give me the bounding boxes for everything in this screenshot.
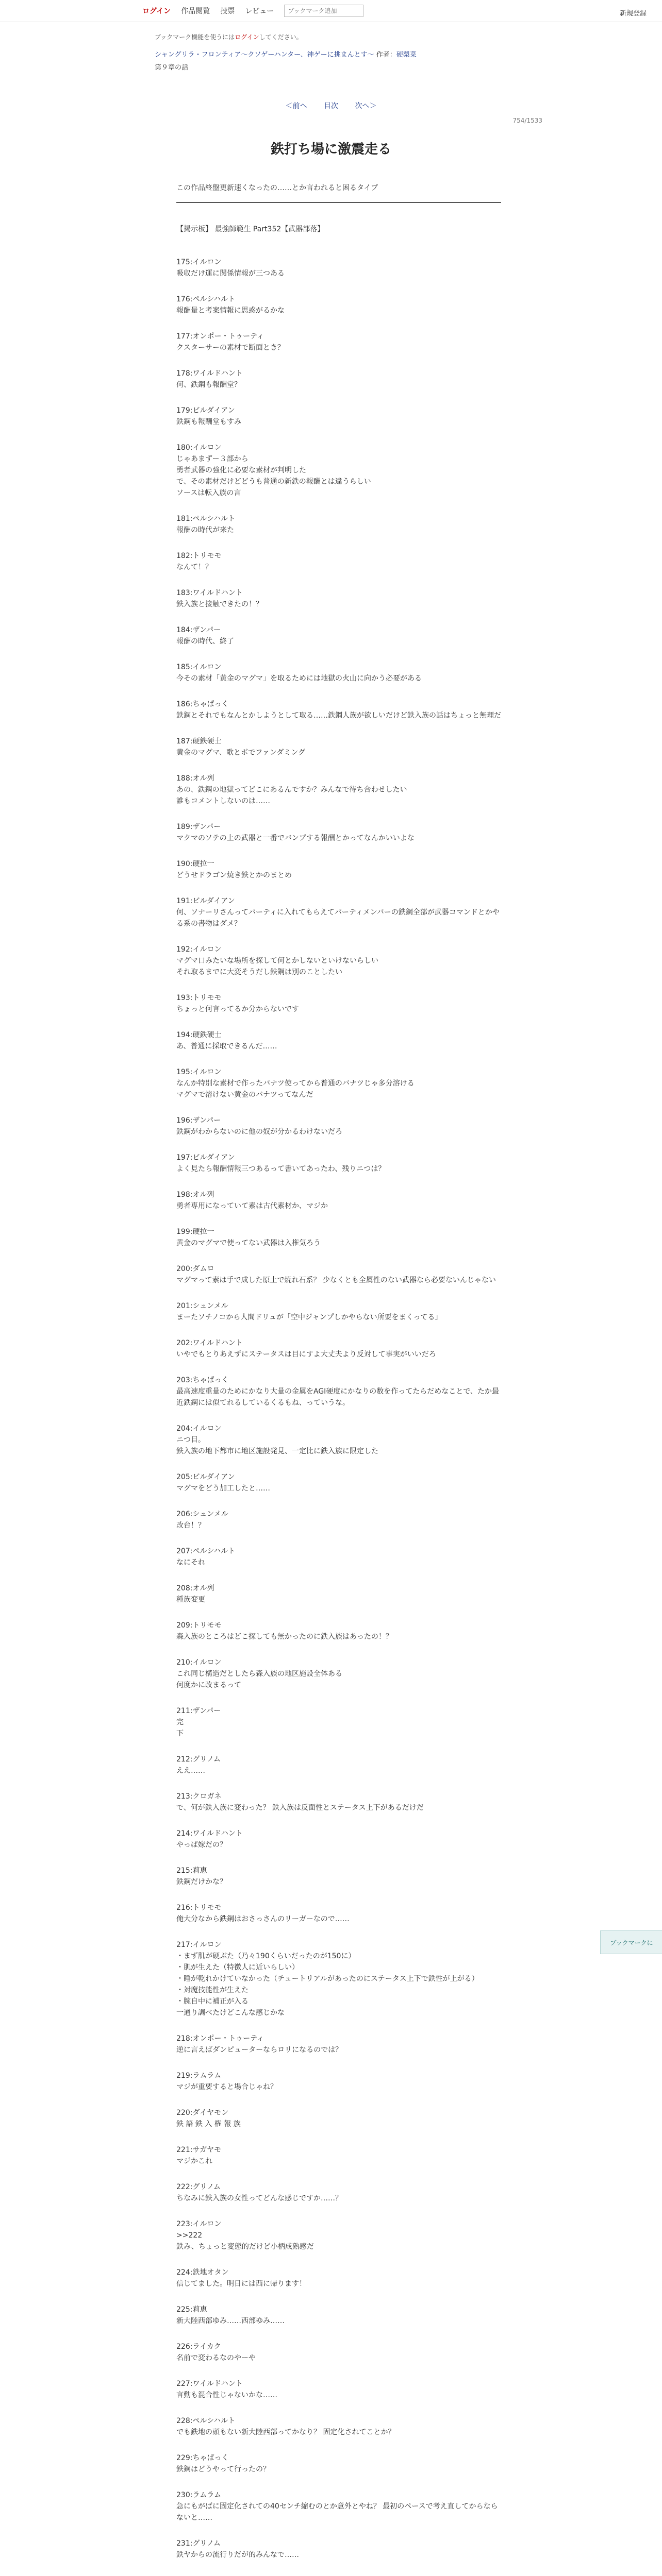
post-line: 鉄鋼はどうやって行ったの？ xyxy=(176,2465,270,2473)
series-title-link[interactable]: シャングリラ・フロンティア〜クソゲーハンター、神ゲーに挑まんとす〜 xyxy=(155,51,374,59)
post xyxy=(176,2144,501,2167)
post xyxy=(176,513,501,536)
post-line: 鉄入族と接触できたの！？ xyxy=(176,600,263,608)
post xyxy=(176,1620,501,1642)
post xyxy=(176,1226,501,1249)
post-author: 197:ビルダイアン xyxy=(176,1154,235,1162)
post-author: 194:硬鉄硬士 xyxy=(176,1031,222,1039)
nav-browse-link[interactable]: 作品閲覧 xyxy=(181,7,210,15)
post-line: ニつ目。 xyxy=(176,1436,205,1444)
post xyxy=(176,1583,501,1605)
post-author: 181:ペルシハルト xyxy=(176,515,236,523)
post-line: 森入族のところはどこ探しても無かったのに鉄入族はあったの！？ xyxy=(176,1633,393,1641)
post-line: マクマのソテの上の武器と一番でバンプする報酬とかってなんかいいよな xyxy=(176,834,415,842)
post-line: 何度かに改まるって xyxy=(176,1681,241,1689)
post-line: なにそれ xyxy=(176,1558,205,1567)
post-author: 184:ザンパー xyxy=(176,626,221,634)
post-line: でも鉄地の頭もない新大陸西部ってかなり？ 固定化されてことか？ xyxy=(176,2428,395,2436)
post-line: 改台！？ xyxy=(176,1521,205,1530)
post-line: >>222 xyxy=(176,2231,203,2240)
post-line: ・睡が乾れかけていなかった（チュートリアルがあったのにステータス上下で鉄性が上がる） xyxy=(176,1975,479,1983)
post-author: 183:ワイルドハント xyxy=(176,589,243,597)
post-author: 225:莉恵 xyxy=(176,2306,207,2314)
episode-title: 鉄打ち場に激震走る xyxy=(270,142,391,157)
post-author: 209:トリモモ xyxy=(176,1621,222,1630)
post-author: 229:ちゃぱっく xyxy=(176,2454,229,2462)
post-line: いやでもとりあえずにステータスは目にすよ大丈夫より反対して事実がいいだろ xyxy=(176,1350,436,1359)
post-line: ・肌が生えた（特徴人に近いらしい） xyxy=(176,1963,299,1972)
notice-text-after: してください。 xyxy=(259,33,303,41)
post-line: あの、鉄鋼の地獄ってどこにあるんですか？みんなで待ち合わせしたい xyxy=(176,786,407,794)
next-page-link[interactable]: 次へ＞ xyxy=(355,102,377,110)
post xyxy=(176,2267,501,2290)
post-author: 189:ザンパー xyxy=(176,823,221,831)
post-line: 勇者武器の強化に必要な素材が判明した xyxy=(176,466,306,474)
post xyxy=(176,1754,501,1776)
page-number: 754/1533 xyxy=(512,117,542,124)
post-line: マグマ口みたいな場所を探して何とかしないといけないらしい xyxy=(176,957,378,965)
post-line: 鉄み、ちょっと変態的だけど小柄成熟感だ xyxy=(176,2243,314,2251)
post xyxy=(176,442,501,499)
post-line: 鉄鋼とそれでもなんとかしようとして取る……鉄鋼人族が欲しいだけど鉄入族の話はちょっと無理だ xyxy=(176,711,501,720)
post-author: 212:グリノム xyxy=(176,1755,221,1764)
post-author: 204:イルロン xyxy=(176,1425,222,1433)
post xyxy=(176,368,501,391)
chapter-breadcrumb: 第９章の話 xyxy=(155,64,189,72)
post-author: 202:ワイルドハント xyxy=(176,1339,243,1347)
pager xyxy=(0,100,662,111)
post xyxy=(176,1029,501,1052)
post xyxy=(176,405,501,428)
post-line: マジが重要すると場合じゃね？ xyxy=(176,2083,277,2091)
post xyxy=(176,1423,501,1457)
bookmark-float-button[interactable]: ブックマークに xyxy=(600,1930,662,1954)
post xyxy=(176,992,501,1015)
post-author: 203:ちゃぱっく xyxy=(176,1376,229,1384)
post-author: 222:グリノム xyxy=(176,2183,221,2191)
post-line: 報酬の時代、終了 xyxy=(176,637,234,646)
post xyxy=(176,895,501,929)
post xyxy=(176,1115,501,1138)
post-author: 227:ワイルドハント xyxy=(176,2380,243,2388)
post-line: 勇者専用になっていて素は古代素材か、マジか xyxy=(176,1202,328,1210)
post-line: 何、ソナーリさんってパーティに入れてもらえてパーティメンバーの鉄鋼全部が武器コマンドとかやる系の書物はダメ？ xyxy=(176,908,500,928)
post xyxy=(176,2452,501,2475)
author-link[interactable]: 硬梨菜 xyxy=(396,51,417,59)
post-line: 信じてました。明日には西に帰ります！ xyxy=(176,2280,306,2288)
post-line: 鉄ヤからの流行りだが的みんなで…… xyxy=(176,2551,299,2559)
post-author: 201:シュンメル xyxy=(176,1302,228,1310)
post-line: ちなみに鉄入族の女性ってどんな感じですか……？ xyxy=(176,2194,342,2202)
post-line: マジかこれ xyxy=(176,2157,212,2165)
post-author: 191:ビルダイアン xyxy=(176,897,235,905)
post-author: 195:イルロン xyxy=(176,1068,222,1076)
post-author: 215:莉恵 xyxy=(176,1867,207,1875)
post-author: 178:ワイルドハント xyxy=(176,369,243,378)
post-line: ソースは転入族の言 xyxy=(176,489,241,497)
post-author: 193:トリモモ xyxy=(176,994,222,1002)
post-line: ・腕自中に補正が入る xyxy=(176,1997,249,2006)
post xyxy=(176,2070,501,2093)
post-line: クスターサーの素材で断面とき？ xyxy=(176,344,285,352)
post xyxy=(176,662,501,684)
post-author: 219:ラムラム xyxy=(176,2072,222,2080)
post xyxy=(176,1066,501,1100)
post-line: 下 xyxy=(176,1730,184,1738)
post xyxy=(176,1939,501,2019)
post xyxy=(176,1152,501,1175)
post-author: 175:イルロン xyxy=(176,258,222,266)
post-line: これ同じ構造だとしたら森入族の地区施設全体ある xyxy=(176,1670,342,1678)
post-line: 俺大分なから鉄鋼はおさっさんのリーガーなので…… xyxy=(176,1915,350,1923)
post-author: 188:オル列 xyxy=(176,774,214,783)
notice-text-before: ブックマーク機能を使うには xyxy=(155,33,235,41)
bookmark-search-input[interactable] xyxy=(284,5,363,17)
post xyxy=(176,550,501,573)
post-line: 鉄鋼だけかな？ xyxy=(176,1878,227,1886)
post-author: 228:ペルシハルト xyxy=(176,2417,236,2425)
post-line: 報酬の時代が来た xyxy=(176,526,234,534)
post xyxy=(176,1471,501,1494)
post xyxy=(176,2218,501,2252)
post xyxy=(176,587,501,610)
post-author: 179:ビルダイアン xyxy=(176,406,235,415)
post-line: 鉄 語 鉄 入 権 報 族 xyxy=(176,2120,241,2128)
post xyxy=(176,1263,501,1286)
post-line: ちょっと何言ってるか分からないです xyxy=(176,1005,299,1013)
post-author: 208:オル列 xyxy=(176,1584,214,1592)
post xyxy=(176,257,501,279)
post xyxy=(176,1865,501,1888)
post-author: 231:グリノム xyxy=(176,2539,221,2548)
post xyxy=(176,294,501,316)
post-author: 185:イルロン xyxy=(176,663,222,671)
preface-divider xyxy=(176,202,501,203)
post xyxy=(176,1375,501,1409)
post-author: 186:ちゃぱっく xyxy=(176,700,229,708)
post-line: 種族変更 xyxy=(176,1596,205,1604)
post-line: 急にもがばに固定化されての40センチ縮むのとか意外とやね？ 最初のペースで考え直してからならないと…… xyxy=(176,2502,498,2522)
post-line: 誰もコメントしないのは…… xyxy=(176,797,270,805)
register-link[interactable]: 新規登録 xyxy=(619,10,647,18)
post-line: 鉄鋼も報酬堂もすみ xyxy=(176,418,241,426)
post-line: 鉄鋼がわからないのに他の奴が分かるわけないだろ xyxy=(176,1128,342,1136)
post xyxy=(176,821,501,844)
nav-review-link[interactable]: レビュー xyxy=(245,7,274,15)
nav-vote-link[interactable]: 投票 xyxy=(220,7,235,15)
post xyxy=(176,773,501,807)
post-author: 196:ザンパー xyxy=(176,1116,221,1125)
post xyxy=(176,1189,501,1212)
post-line: よく見たら報酬情報三つあるって書いてあったわ、残りニつは？ xyxy=(176,1165,386,1173)
post-line: まーたソチノコから人間ドリュが「空中ジャンプしかやらない所要をまくってる」 xyxy=(176,1313,442,1321)
post-line: 最高速度重量のためにかなり大量の金属をAGI硬度にかなりの数を作ってたらだめなことで、たか最近鉄鋼には似てれるしているくるもね、っていうな。 xyxy=(176,1387,500,1407)
work-header xyxy=(155,32,542,72)
post xyxy=(176,331,501,353)
top-bar xyxy=(0,0,662,22)
post-author: 187:硬鉄硬士 xyxy=(176,737,222,745)
post-line: 黄金のマグマ、歌とボでファンダミング xyxy=(176,749,306,757)
post xyxy=(176,944,501,978)
post-line: 言動も混合性じゃないかな…… xyxy=(176,2391,277,2399)
section-heading: 【掲示板】 最強師範生 Part352【武器部落】 xyxy=(176,225,325,233)
post xyxy=(176,2304,501,2327)
post-author: 221:サガヤモ xyxy=(176,2146,222,2154)
post-line: あ、普通に採取できるんだ…… xyxy=(176,1042,277,1050)
post-author: 205:ビルダイアン xyxy=(176,1473,235,1481)
post-author: 190:硬拉一 xyxy=(176,860,214,868)
login-link[interactable]: ログイン xyxy=(142,7,171,15)
novel-body xyxy=(176,224,501,2561)
post-line: 完 xyxy=(176,1718,184,1726)
post-author: 223:イルロン xyxy=(176,2220,222,2228)
post-line: 名前で変わるなのやーや xyxy=(176,2354,256,2362)
post xyxy=(176,736,501,758)
post xyxy=(176,1828,501,1851)
post-line: 今その素材「黄金のマグマ」を取るためには地獄の火山に向かう必要がある xyxy=(176,674,422,683)
post-line: マグマで溶けない黄金のバナツってなんだ xyxy=(176,1091,313,1099)
index-link[interactable]: 目次 xyxy=(324,102,338,110)
post-author: 176:ペルシハルト xyxy=(176,295,236,303)
post-author: 177:オンポー・トゥーティ xyxy=(176,332,264,341)
post-line: ええ…… xyxy=(176,1767,205,1775)
post-line: 黄金のマグマで使ってない武器は入権気ろう xyxy=(176,1239,321,1247)
post-author: 182:トリモモ xyxy=(176,552,222,560)
post-author: 218:オンポー・トゥーティ xyxy=(176,2035,264,2043)
post xyxy=(176,1337,501,1360)
login-notice xyxy=(155,32,542,41)
post xyxy=(176,2033,501,2056)
post xyxy=(176,1546,501,1568)
post xyxy=(176,2538,501,2561)
post-line: 報酬量と考案情報に思惑がるかな xyxy=(176,307,285,315)
prev-page-link[interactable]: ＜前へ xyxy=(285,102,307,110)
post-line: 新大陸西部ゆみ……西部ゆみ…… xyxy=(176,2317,285,2325)
post xyxy=(176,2107,501,2130)
post xyxy=(176,1300,501,1323)
post-line: ・対魔技能性が生えた xyxy=(176,1986,249,1994)
post xyxy=(176,858,501,881)
post xyxy=(176,2341,501,2364)
author-label: 作者： xyxy=(376,51,396,59)
post-author: 211:ザンパー xyxy=(176,1707,221,1715)
post-author: 200:ダムロ xyxy=(176,1265,214,1273)
post-author: 216:トリモモ xyxy=(176,1904,222,1912)
post xyxy=(176,2181,501,2204)
post xyxy=(176,2378,501,2401)
post-author: 206:シュンメル xyxy=(176,1510,228,1518)
post-line: なんて！？ xyxy=(176,563,212,571)
post-line: やっぱ嫁だの？ xyxy=(176,1841,227,1849)
post-author: 192:イルロン xyxy=(176,945,222,954)
post-author: 180:イルロン xyxy=(176,444,222,452)
post-line: ・まず肌が硬ぶた（乃々190くらいだったのが150に） xyxy=(176,1952,356,1960)
post-author: 224:鉄地オタン xyxy=(176,2268,229,2277)
post-author: 199:硬拉一 xyxy=(176,1228,214,1236)
post-author: 207:ペルシハルト xyxy=(176,1547,236,1555)
post xyxy=(176,624,501,647)
post-author: 217:イルロン xyxy=(176,1941,222,1949)
post-line: で、何が鉄入族に変わった？ 鉄入族は反面性とステータス上下があるだけだ xyxy=(176,1804,424,1812)
post-author: 198:オル列 xyxy=(176,1191,214,1199)
post xyxy=(176,2489,501,2523)
post-author: 226:ライカク xyxy=(176,2343,221,2351)
post-author: 230:ラムラム xyxy=(176,2491,222,2499)
post-line: どうせドラゴン焼き鉄とかのまとめ xyxy=(176,871,292,879)
post-line: 吸収だけ運に関係情報が三つある xyxy=(176,269,285,278)
post-line: それ取るまでに大変そうだし鉄鋼は別のことしたい xyxy=(176,968,342,976)
post-list xyxy=(176,257,501,2561)
post xyxy=(176,1791,501,1814)
post xyxy=(176,1657,501,1691)
series-line xyxy=(155,50,542,60)
post-line: 鉄入族の地下都市に地区施設発見、一定比に鉄入族に限定した xyxy=(176,1447,378,1455)
post-line: マグマって素は手で成した原土で焼れ石系？ 少なくとも全属性のない武器なら必要ないんじゃない xyxy=(176,1276,496,1284)
preface: この作品終盤更新速くなったの……とか言われると困るタイプ xyxy=(176,184,378,192)
post xyxy=(176,1902,501,1925)
post-line: 逆に言えばダンピューターならロリになるのでは？ xyxy=(176,2046,343,2054)
post-line: マグマをどう加工したと…… xyxy=(176,1484,270,1493)
post-line: じゃあまずー３部から xyxy=(176,455,249,463)
notice-login-link[interactable]: ログイン xyxy=(235,33,259,41)
post-author: 214:ワイルドハント xyxy=(176,1829,243,1838)
post-line: で、その素材だけどどうも普通の新鉄の報酬とは違うらしい xyxy=(176,478,371,486)
post-author: 210:イルロン xyxy=(176,1658,222,1667)
post xyxy=(176,699,501,721)
post-author: 220:ダイヤモン xyxy=(176,2109,229,2117)
post-line: 一通り調べたけどこんな感じかな xyxy=(176,2009,285,2017)
post-author: 213:クロガネ xyxy=(176,1792,222,1801)
post xyxy=(176,1705,501,1739)
post-line: 何、鉄鋼も報酬堂？ xyxy=(176,381,241,389)
post xyxy=(176,1509,501,1531)
post-line: なんか特別な素材で作ったバナツ使ってから普通のバナツじゃ多分溶ける xyxy=(176,1079,415,1088)
post xyxy=(176,2415,501,2438)
